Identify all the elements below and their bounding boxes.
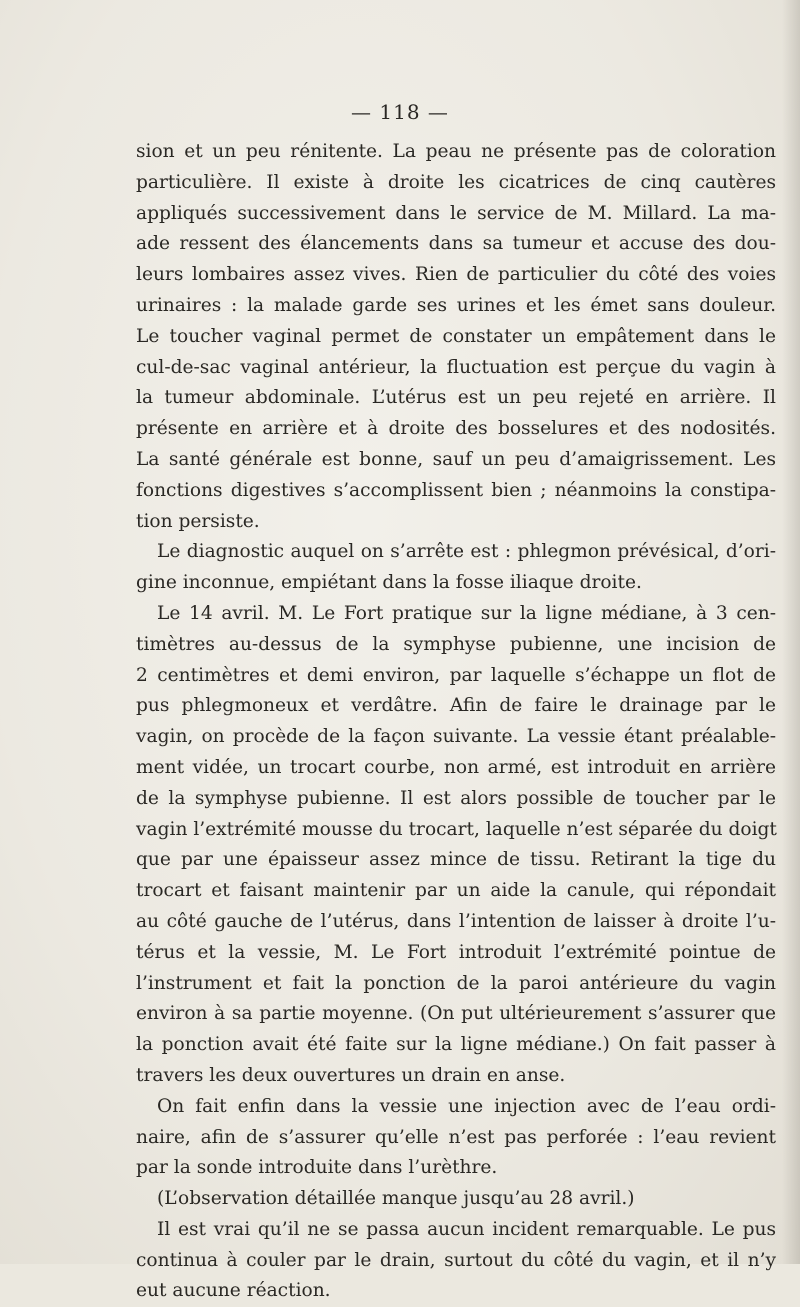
- text-line: sion et un peu rénitente. La peau ne présente pas de coloration: [136, 141, 776, 162]
- text-line: l’instrument et fait la ponction de la paroi antérieure du vagin: [136, 972, 776, 994]
- text-line: de la symphyse pubienne. Il est alors possible de toucher par le: [136, 787, 776, 809]
- text-line: La santé générale est bonne, sauf un peu d’amaigrissement. Les: [136, 448, 776, 470]
- text-line: Le 14 avril. M. Le Fort pratique sur la ligne médiane, à 3 cen-: [157, 602, 776, 624]
- text-line: présente en arrière et à droite des bosselures et des nodosités.: [136, 418, 776, 440]
- text-line: trocart et faisant maintenir par un aide la canule, qui répondait: [136, 880, 776, 902]
- text-line: (L’observation détaillée manque jusqu’au 28 avril.): [157, 1188, 635, 1210]
- text-line: ade ressent des élancements dans sa tumeur et accuse des dou-: [136, 233, 776, 255]
- text-line: 2 centimètres et demi environ, par laquelle s’échappe un flot de: [136, 664, 776, 686]
- page-number: — 118 —: [351, 100, 449, 124]
- text-line: la tumeur abdominale. L’utérus est un peu rejeté en arrière. Il: [136, 387, 776, 409]
- text-line: cul-de-sac vaginal antérieur, la fluctuation est perçue du vagin à: [136, 356, 776, 378]
- text-line: On fait enfin dans la vessie une injection avec de l’eau ordi-: [157, 1095, 776, 1117]
- text-line: vagin l’extrémité mousse du trocart, laquelle n’est séparée du doigt: [136, 818, 777, 840]
- text-line: environ à sa partie moyenne. (On put ultérieurement s’assurer que: [136, 1003, 776, 1025]
- text-line: tion persiste.: [136, 510, 260, 532]
- text-line: timètres au-dessus de la symphyse pubienne, une incision de: [136, 633, 776, 655]
- text-line: naire, afin de s’assurer qu’elle n’est pas perforée : l’eau revient: [136, 1126, 776, 1148]
- text-line: la ponction avait été faite sur la ligne médiane.) On fait passer à: [136, 1034, 776, 1056]
- text-line: particulière. Il existe à droite les cicatrices de cinq cautères: [136, 171, 776, 193]
- text-line: travers les deux ouvertures un drain en anse.: [136, 1064, 566, 1086]
- page-edge-shadow: [782, 0, 800, 1264]
- text-line: appliqués successivement dans le service de M. Millard. La ma-: [136, 202, 776, 224]
- text-line: eut aucune réaction.: [136, 1280, 331, 1302]
- text-line: Il est vrai qu’il ne se passa aucun incident remarquable. Le pus: [157, 1218, 776, 1240]
- text-line: Le diagnostic auquel on s’arrête est : phlegmon prévésical, d’ori-: [157, 541, 776, 563]
- body-text: [136, 137, 776, 1307]
- text-line: que par une épaisseur assez mince de tissu. Retirant la tige du: [136, 849, 776, 871]
- text-line: continua à couler par le drain, surtout du côté du vagin, et il n’y: [136, 1249, 776, 1271]
- text-line: urinaires : la malade garde ses urines et les émet sans douleur.: [136, 294, 776, 316]
- text-line: pus phlegmoneux et verdâtre. Afin de faire le drainage par le: [136, 695, 776, 717]
- text-line: fonctions digestives s’accomplissent bien ; néanmoins la constipa-: [136, 479, 776, 501]
- text-line: au côté gauche de l’utérus, dans l’intention de laisser à droite l’u-: [136, 910, 776, 932]
- text-line: Le toucher vaginal permet de constater un empâtement dans le: [136, 325, 776, 347]
- text-line: leurs lombaires assez vives. Rien de particulier du côté des voies: [136, 264, 776, 286]
- text-line: gine inconnue, empiétant dans la fosse iliaque droite.: [136, 572, 642, 594]
- text-line: vagin, on procède de la façon suivante. La vessie étant préalable-: [136, 726, 776, 748]
- text-line: térus et la vessie, M. Le Fort introduit l’extrémité pointue de: [136, 941, 776, 963]
- text-line: ment vidée, un trocart courbe, non armé, est introduit en arrière: [136, 756, 776, 778]
- text-line: par la sonde introduite dans l’urèthre.: [136, 1157, 498, 1179]
